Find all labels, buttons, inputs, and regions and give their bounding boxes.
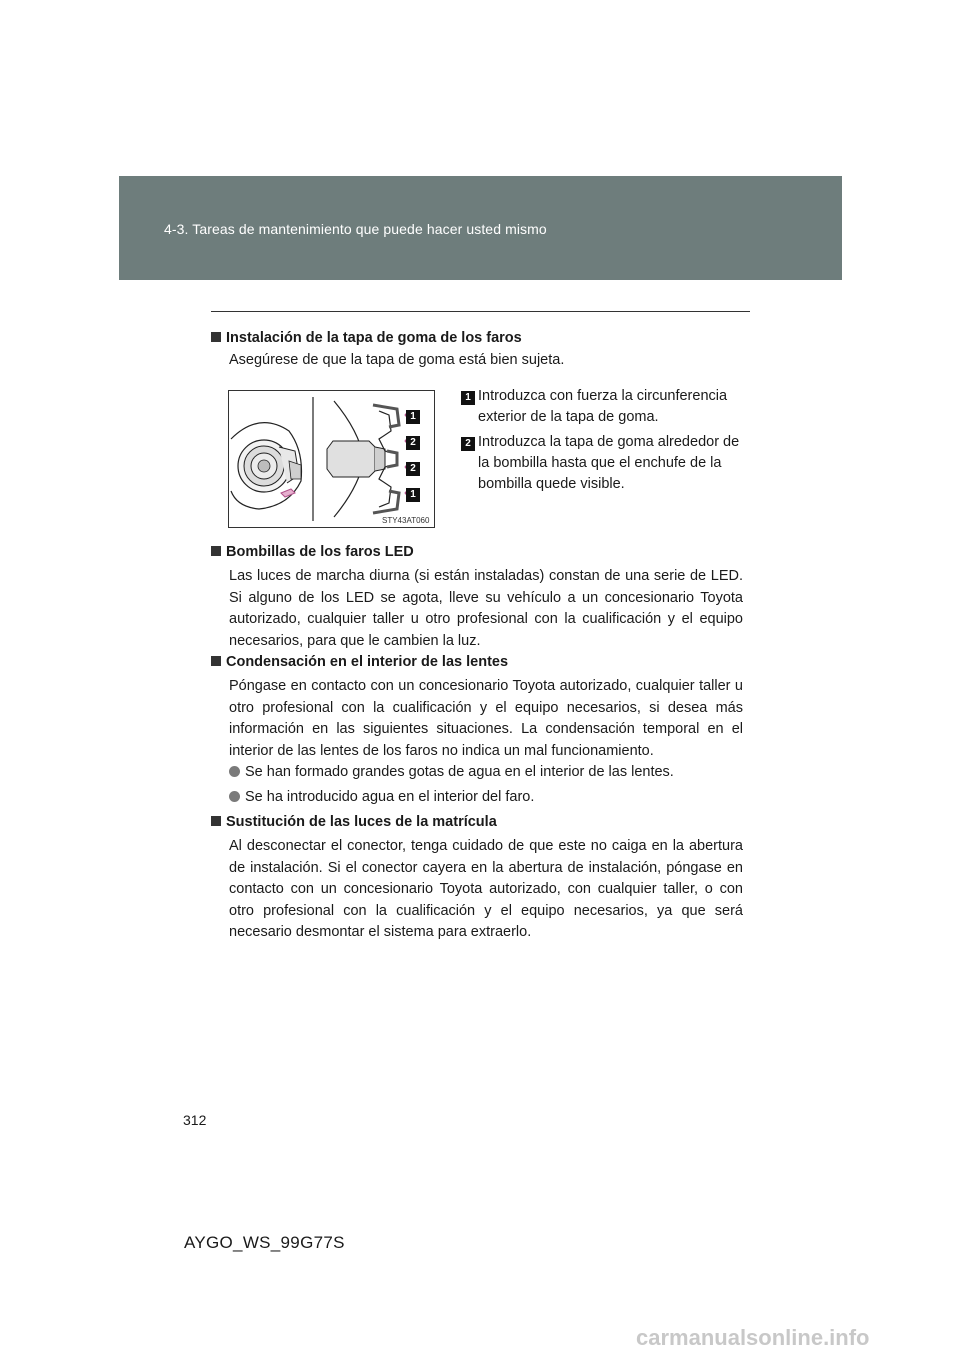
- diagram-label-1: 1: [406, 410, 420, 424]
- square-bullet-icon: [211, 656, 221, 666]
- section-body-led: Las luces de marcha diurna (si están instaladas) constan de una serie de LED. Si alguno de los LED se agota, lleve su vehículo a un concesionario Toyota autorizado, cualquier taller u otro profesional con la cualificación y el equipo necesarios, para que le cambien la luz.: [229, 568, 743, 649]
- section-intro: Asegúrese de que la tapa de goma está bien sujeta.: [229, 352, 565, 368]
- page-number: 312: [183, 1112, 207, 1128]
- diagram-label-2: 2: [406, 436, 420, 450]
- section-body-plate-lights: Al desconectar el conector, tenga cuidado de que este no caiga en la abertura de instalación. Si el conector cayera en la abertura de instalación, póngase en contacto con un concesionario Toyota autorizado, con cualquier taller, o con otro profesional con la cualificación y el equipo necesarios, ya que será necesario desmontar el sistema para extraerlo.: [229, 838, 743, 940]
- section-body-condensation: Póngase en contacto con un concesionario Toyota autorizado, cualquier taller u otro profesional con la cualificación y el equipo necesarios, si desea más información en las siguientes situaciones. La condensación temporal en el interior de las lentes de los faros no indica un mal funcionamiento.: [229, 678, 743, 759]
- square-bullet-icon: [211, 332, 221, 342]
- diagram-code: STY43AT060: [382, 516, 430, 525]
- dot-bullet-icon: [229, 791, 240, 802]
- square-bullet-icon: [211, 816, 221, 826]
- section-heading-rubber-cap: Instalación de la tapa de goma de los faros: [211, 330, 522, 346]
- headlight-cap-illustration: [229, 391, 434, 527]
- list-item: Se han formado grandes gotas de agua en el interior de las lentes.: [229, 764, 674, 780]
- watermark: carmanualsonline.info: [636, 1325, 870, 1350]
- section-heading-condensation: Condensación en el interior de las lentes: [211, 654, 508, 670]
- diagram-label-2: 2: [406, 462, 420, 476]
- step-number-badge: 1: [461, 391, 475, 405]
- square-bullet-icon: [211, 546, 221, 556]
- dot-bullet-icon: [229, 766, 240, 777]
- step-2-text: Introduzca la tapa de goma alrededor de la bombilla hasta que el enchufe de la bombilla quede visible.: [478, 434, 740, 492]
- list-item: Se ha introducido agua en el interior del faro.: [229, 789, 534, 805]
- header-band: [119, 176, 842, 280]
- document-code: AYGO_WS_99G77S: [184, 1233, 345, 1252]
- section-heading-led: Bombillas de los faros LED: [211, 544, 414, 560]
- section-title: 4-3. Tareas de mantenimiento que puede hacer usted mismo: [164, 221, 547, 237]
- headlight-cap-diagram: [228, 390, 435, 528]
- section-heading-plate-lights: Sustitución de las luces de la matrícula: [211, 814, 497, 830]
- step-number-badge: 2: [461, 437, 475, 451]
- divider: [211, 311, 750, 312]
- step-1-text: Introduzca con fuerza la circunferencia exterior de la tapa de goma.: [478, 388, 728, 425]
- diagram-label-1: 1: [406, 488, 420, 502]
